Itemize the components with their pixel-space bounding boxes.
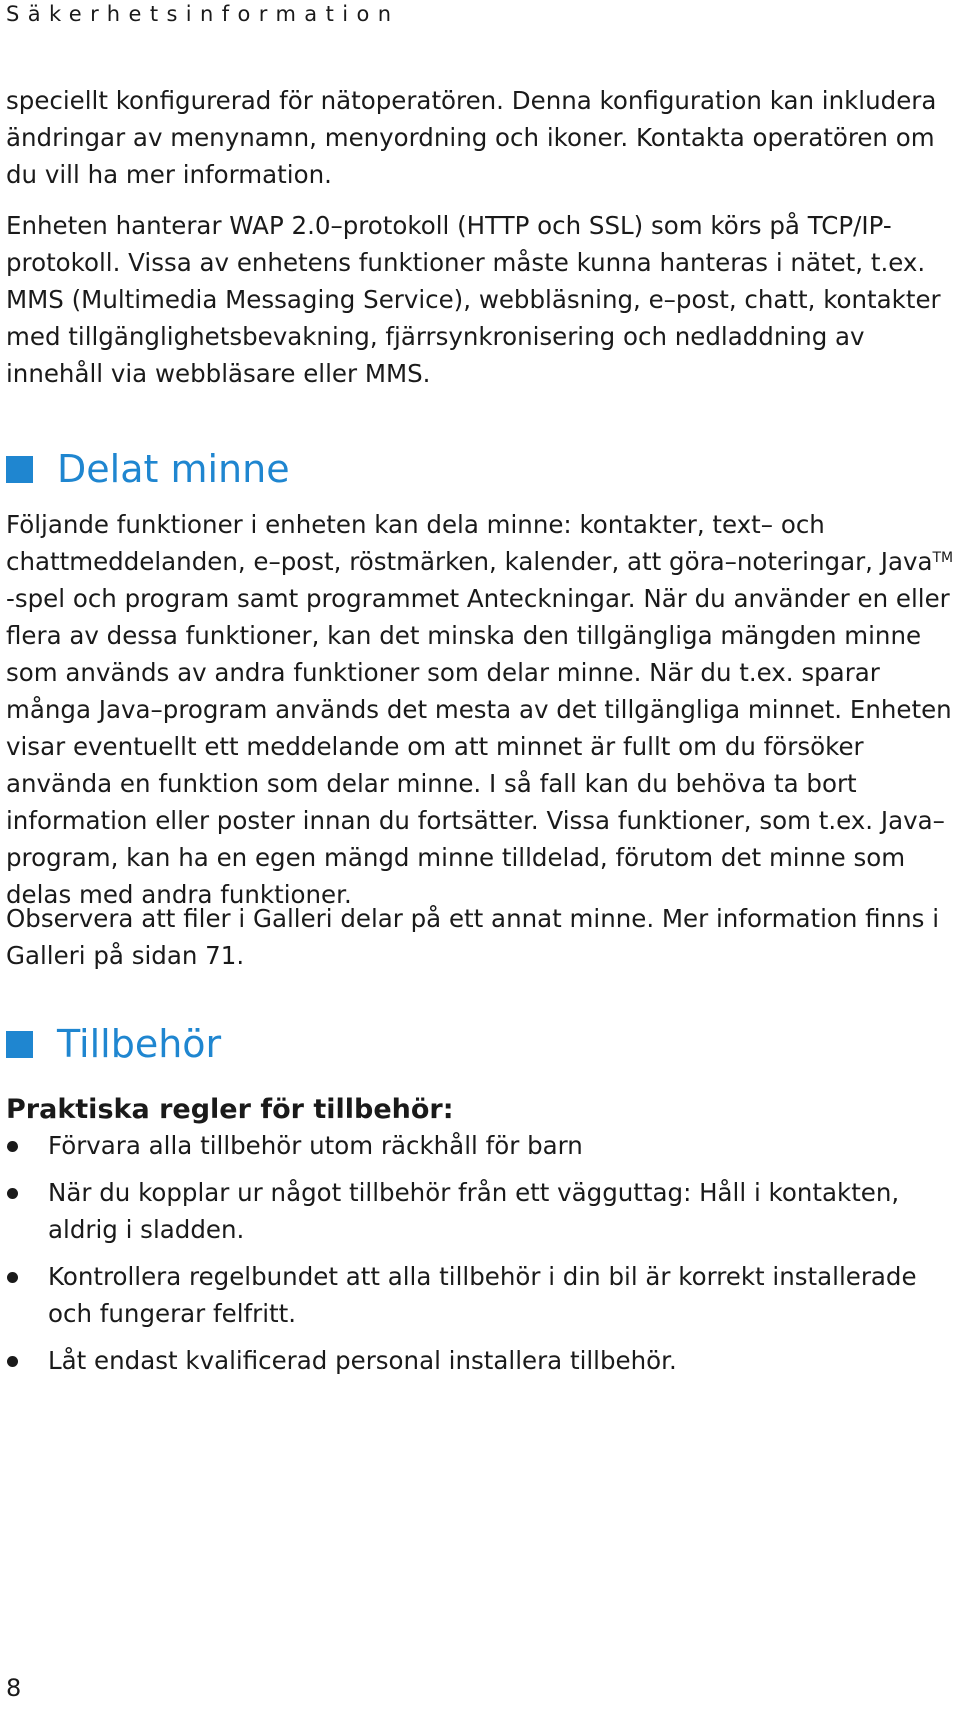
shared-memory-text [6,506,956,913]
bullet-icon [7,1356,18,1367]
section-square-icon [6,1031,33,1058]
intro-text-1: speciellt konfigurerad för nätoperatören. Denna konfiguration kan inkludera ändringar av menynamn, menyordning och ikoner. Kontakta operatören om du vill ha mer information. [6,86,937,189]
shared-memory-text-end: -spel och program samt programmet Anteckningar. När du använder en eller flera av dessa funktioner, kan det minska den tillgängliga mängden minne som används av andra funktioner som delar minne. När du t.ex. sparar många Java–program används det mesta av det tillgängliga minnet. Enheten visar eventuellt ett meddelande om att minnet är fullt om du försöker använda en funktion som delar minne. I så fall kan du behöva ta bort information eller poster innan du fortsätter. Vissa funktioner, som t.ex. Java–program, kan ha en egen mängd minne tilldelad, förutom det minne som delas med andra funktioner. [6,584,952,909]
list-item-text: Kontrollera regelbundet att alla tillbehör i din bil är korrekt installerade och fungerar felfritt. [48,1262,917,1328]
intro-text-2: Enheten hanterar WAP 2.0–protokoll (HTTP och SSL) som körs på TCP/IP-protokoll. Vissa av enhetens funktioner måste kunna hanteras i nätet, t.ex. MMS (Multimedia Messaging Service), webbläsning, e–post, chatt, kontakter med tillgänglighetsbevakning, fjärrsynkronisering och nedladdning av innehåll via webbläsare eller MMS. [6,211,941,388]
section-heading-shared-memory [6,446,290,492]
section-heading-accessories [6,1021,221,1067]
intro-paragraph-1 [6,82,956,193]
section-title-shared-memory: Delat minne [57,447,290,491]
bullet-icon [7,1272,18,1283]
accessories-rules-list [0,1127,960,1389]
shared-memory-paragraph [6,506,956,913]
gallery-note-text: Observera att filer i Galleri delar på ett annat minne. Mer information finns i Galleri på sidan 71. [6,904,940,970]
accessories-subheading: Praktiska regler för tillbehör: [6,1094,454,1125]
list-item-text: Förvara alla tillbehör utom räckhåll för barn [48,1131,583,1160]
list-item-text: Låt endast kvalificerad personal installera tillbehör. [48,1346,677,1375]
list-item [0,1127,948,1164]
list-item-text: När du kopplar ur något tillbehör från ett vägguttag: Håll i kontakten, aldrig i sladden. [48,1178,900,1244]
bullet-icon [7,1141,18,1152]
list-item [0,1342,948,1379]
shared-memory-text-start: Följande funktioner i enheten kan dela minne: kontakter, text– och chattmeddelanden, e–post, röstmärken, kalender, att göra–noteringar, Java [6,510,933,576]
list-item [0,1258,948,1332]
bullet-icon [7,1188,18,1199]
intro-paragraph-2 [6,207,956,392]
trademark-superscript: TM [932,550,954,566]
page-number: 8 [6,1674,22,1702]
list-item [0,1174,948,1248]
section-title-accessories: Tillbehör [57,1022,222,1066]
section-square-icon [6,456,33,483]
running-header: Säkerhetsinformation [6,2,400,26]
gallery-note-paragraph [6,900,956,974]
